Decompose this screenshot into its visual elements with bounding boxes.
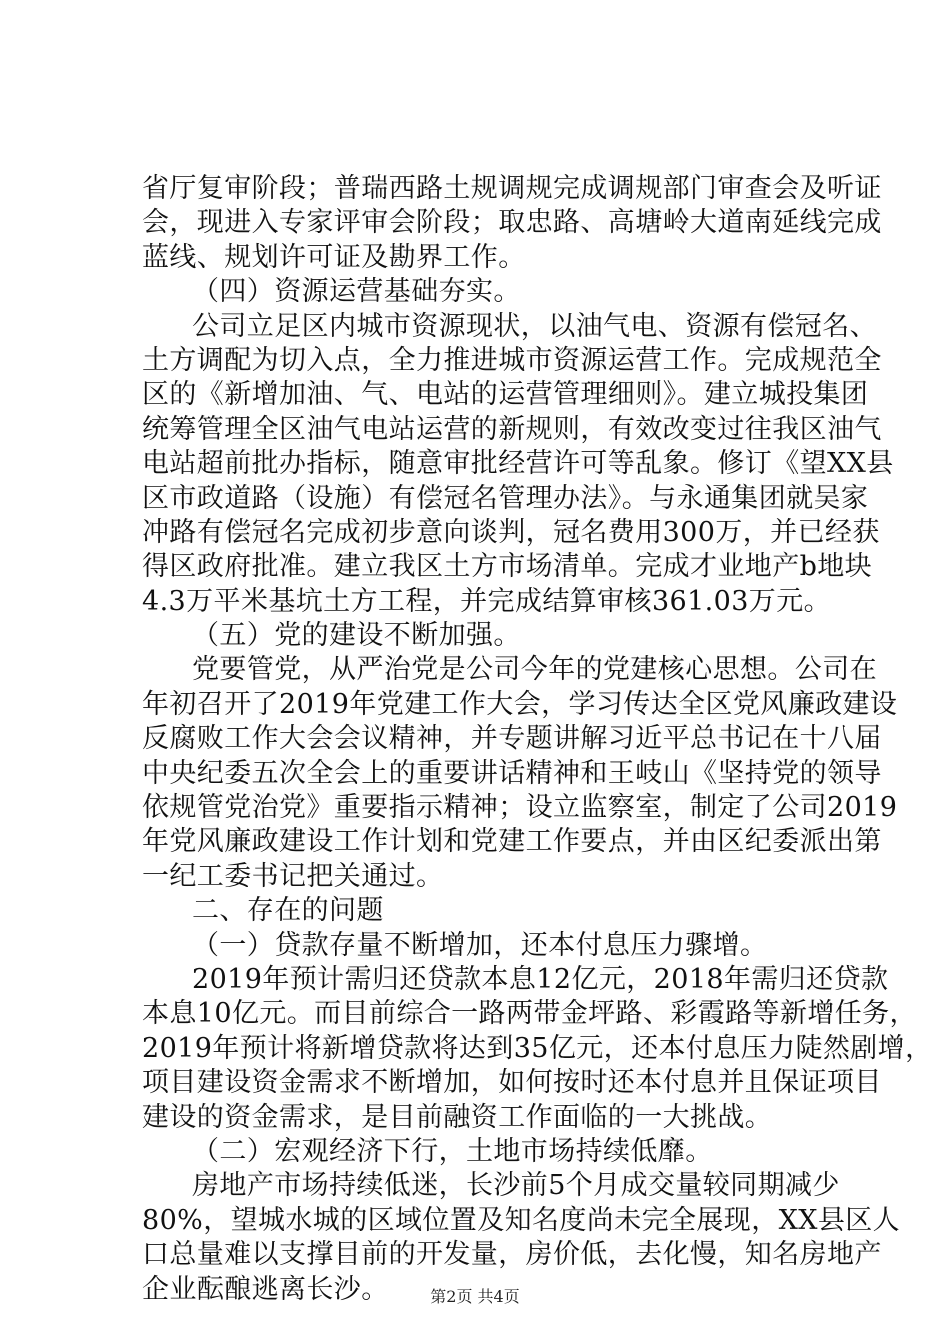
text-line: 4.3万平米基坑土方工程，并完成结算审核361.03万元。 [142,585,832,617]
text-line: 得区政府批准。建立我区土方市场清单。完成才业地产b地块 [142,551,873,583]
text-line: 房地产市场持续低迷，长沙前5个月成交量较同期减少 [192,1170,840,1202]
text-line: （二）宏观经济下行，土地市场持续低靡。 [192,1135,713,1167]
text-line: （五）党的建设不断加强。 [192,620,521,652]
text-line: 一纪工委书记把关通过。 [142,860,444,892]
text-line: （一）贷款存量不断增加，还本付息压力骤增。 [192,929,768,961]
text-line: 年初召开了2019年党建工作大会，学习传达全区党风廉政建设 [142,688,898,720]
text-line: 蓝线、规划许可证及勘界工作。 [142,241,526,273]
text-line: 党要管党，从严治党是公司今年的党建核心思想。公司在 [192,654,877,686]
text-line: 反腐败工作大会会议精神，并专题讲解习近平总书记在十八届 [142,723,882,755]
text-line: 本息10亿元。而目前综合一路两带金坪路、彩霞路等新增任务， [142,998,917,1030]
text-line: 建设的资金需求，是目前融资工作面临的一大挑战。 [142,1101,773,1133]
text-line: 80%，望城水城的区域位置及知名度尚未完全展现，XX县区人 [142,1204,901,1236]
text-line: 区的《新增加油、气、电站的运营管理细则》。建立城投集团 [142,379,869,411]
text-line: 统筹管理全区油气电站运营的新规则，有效改变过往我区油气 [142,413,882,445]
text-line: 年党风廉政建设工作计划和党建工作要点，并由区纪委派出第 [142,826,882,858]
text-line: 依规管党治党》重要指示精神；设立监察室，制定了公司2019 [142,792,898,824]
text-line: 项目建设资金需求不断增加，如何按时还本付息并且保证项目 [142,1067,882,1099]
text-line: 会，现进入专家评审会阶段；取忠路、高塘岭大道南延线完成 [142,207,882,239]
page-footer: 第2页 共4页 [430,1287,520,1306]
text-line: 区市政道路（设施）有偿冠名管理办法》。与永通集团就吴家 [142,482,869,514]
body-text [142,172,933,1307]
text-line: 土方调配为切入点，全力推进城市资源运营工作。完成规范全 [142,344,882,376]
text-line: 公司立足区内城市资源现状，以油气电、资源有偿冠名、 [192,310,877,342]
text-line: 2019年预计将新增贷款将达到35亿元，还本付息压力陡然剧增， [142,1032,933,1064]
text-line: 2019年预计需归还贷款本息12亿元，2018年需归还贷款 [192,963,889,995]
text-line: 冲路有偿冠名完成初步意向谈判，冠名费用300万，并已经获 [142,516,880,548]
text-line: 企业酝酿逃离长沙。 [142,1273,389,1305]
text-line: （四）资源运营基础夯实。 [192,276,521,308]
text-line: 二、存在的问题 [192,895,384,927]
text-line: 口总量难以支撑目前的开发量，房价低，去化慢，知名房地产 [142,1239,882,1271]
text-line: 中央纪委五次全会上的重要讲话精神和王岐山《坚持党的领导 [142,757,882,789]
text-line: 省厅复审阶段；普瑞西路土规调规完成调规部门审查会及听证 [142,173,882,204]
text-line: 电站超前批办指标，随意审批经营许可等乱象。修订《望XX县 [142,448,894,480]
